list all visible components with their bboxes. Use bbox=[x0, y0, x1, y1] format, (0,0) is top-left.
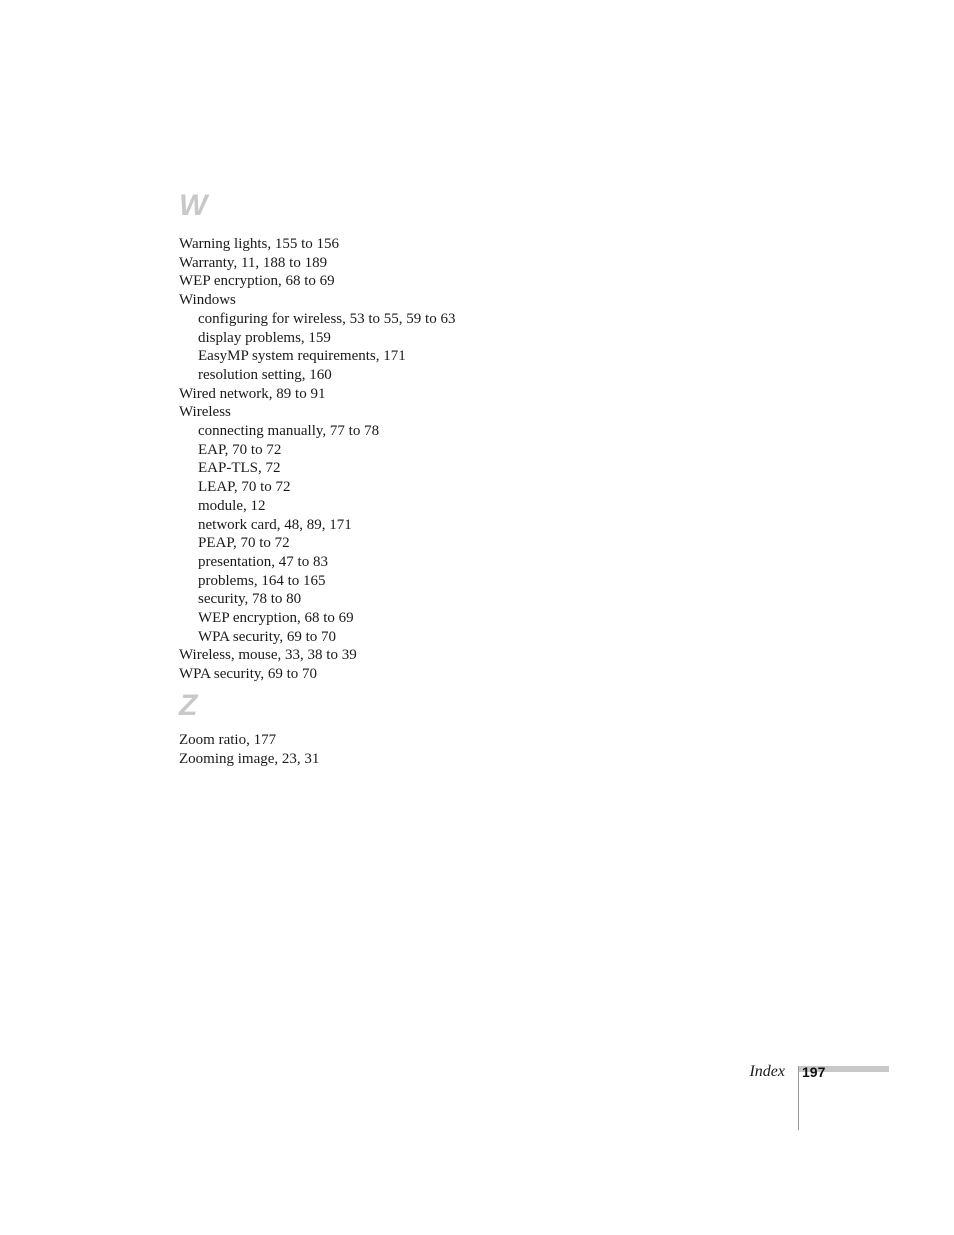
index-subentry: EAP, 70 to 72 bbox=[198, 441, 282, 458]
index-subentry: network card, 48, 89, 171 bbox=[198, 516, 352, 533]
index-column bbox=[179, 190, 699, 768]
index-subentry: WPA security, 69 to 70 bbox=[198, 628, 337, 645]
footer-section-label: Index bbox=[749, 1063, 785, 1080]
section-letter-z: Z bbox=[179, 688, 197, 722]
index-subentry: connecting manually, 77 to 78 bbox=[198, 423, 380, 440]
index-entry: WEP encryption, 68 to 69 bbox=[179, 273, 335, 290]
index-entry: Zooming image, 23, 31 bbox=[179, 750, 320, 767]
index-subentry: LEAP, 70 to 72 bbox=[198, 479, 291, 496]
index-subentry: display problems, 159 bbox=[198, 329, 331, 346]
page-number: 197 bbox=[802, 1064, 826, 1080]
index-entry: Wired network, 89 to 91 bbox=[179, 385, 326, 402]
index-subentry: problems, 164 to 165 bbox=[198, 572, 326, 589]
index-subentry: presentation, 47 to 83 bbox=[198, 553, 328, 570]
index-entry: Zoom ratio, 177 bbox=[179, 731, 277, 748]
footer-divider-rule bbox=[798, 1066, 799, 1130]
section-letter-w: W bbox=[179, 189, 207, 222]
index-entry: Wireless bbox=[179, 404, 231, 421]
index-subentry: security, 78 to 80 bbox=[198, 591, 302, 608]
index-subentry: resolution setting, 160 bbox=[198, 366, 332, 383]
index-entry: Wireless, mouse, 33, 38 to 39 bbox=[179, 647, 357, 664]
index-subentry: PEAP, 70 to 72 bbox=[198, 535, 290, 552]
index-subentry: WEP encryption, 68 to 69 bbox=[198, 610, 354, 627]
index-subentry: configuring for wireless, 53 to 55, 59 to 63 bbox=[198, 310, 456, 327]
index-entry: Windows bbox=[179, 292, 236, 309]
index-entry: WPA security, 69 to 70 bbox=[179, 666, 318, 683]
index-entry: Warranty, 11, 188 to 189 bbox=[179, 254, 328, 271]
index-subentry: EasyMP system requirements, 171 bbox=[198, 348, 406, 365]
index-subentry: module, 12 bbox=[198, 497, 266, 514]
index-subentry: EAP-TLS, 72 bbox=[198, 460, 281, 477]
index-entry: Warning lights, 155 to 156 bbox=[179, 236, 340, 252]
